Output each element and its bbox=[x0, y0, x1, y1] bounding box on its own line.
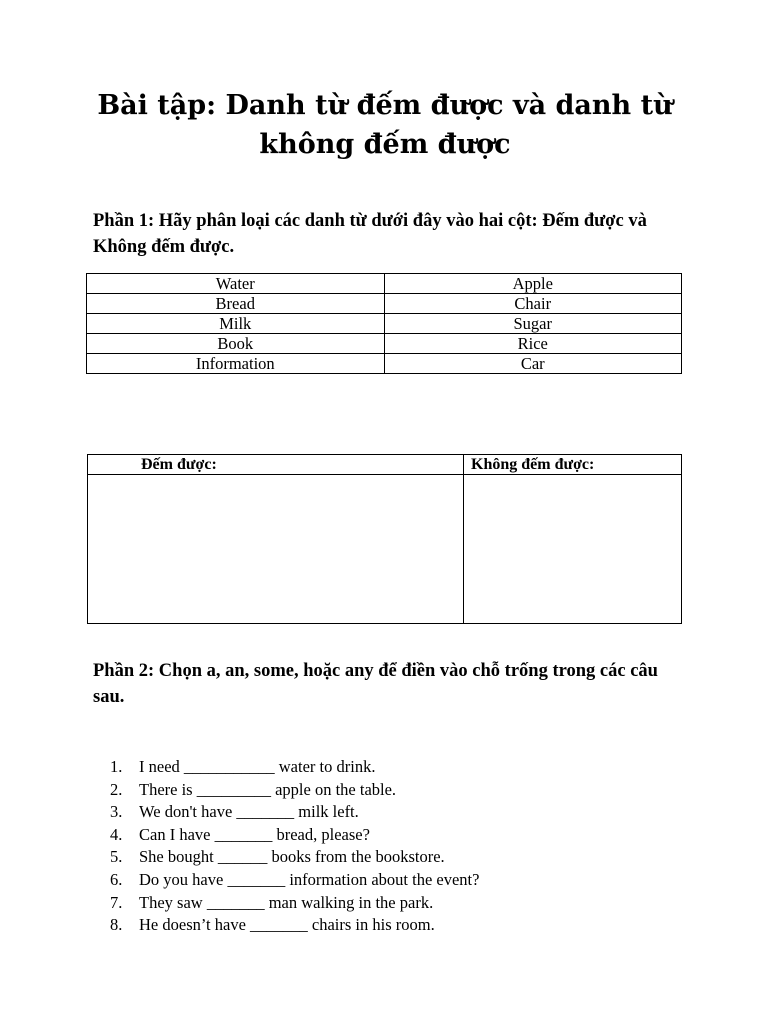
noun-cell: Information bbox=[87, 354, 385, 374]
item-number: 8. bbox=[110, 915, 123, 935]
item-number: 1. bbox=[110, 757, 123, 776]
item-text: There is _________ apple on the table. bbox=[139, 779, 397, 799]
item-text: I need ___________ water to drink. bbox=[139, 757, 376, 776]
list-item bbox=[110, 824, 479, 847]
item-number: 4. bbox=[110, 824, 123, 844]
noun-cell: Sugar bbox=[384, 314, 682, 334]
item-text: He doesn’t have _______ chairs in his room. bbox=[139, 915, 435, 935]
item-text: Can I have _______ bread, please? bbox=[139, 824, 370, 844]
table-row bbox=[87, 334, 682, 354]
uncountable-header: Không đếm được: bbox=[464, 455, 682, 475]
table-header-row bbox=[88, 455, 682, 475]
noun-cell: Bread bbox=[87, 294, 385, 314]
noun-cell: Chair bbox=[384, 294, 682, 314]
noun-table bbox=[86, 273, 682, 374]
table-row bbox=[87, 314, 682, 334]
table-row bbox=[87, 354, 682, 374]
noun-cell: Water bbox=[87, 274, 385, 294]
noun-cell: Milk bbox=[87, 314, 385, 334]
list-item bbox=[110, 846, 479, 869]
item-text: We don't have _______ milk left. bbox=[139, 802, 359, 822]
sort-table bbox=[87, 454, 682, 624]
item-text: Do you have _______ information about the event? bbox=[139, 869, 480, 889]
item-text: She bought ______ books from the bookstore. bbox=[139, 847, 445, 867]
table-row bbox=[88, 475, 682, 624]
countable-header: Đếm được: bbox=[88, 455, 464, 475]
list-item bbox=[110, 756, 479, 779]
countable-answer-cell[interactable] bbox=[88, 475, 464, 624]
exercise-list bbox=[110, 756, 479, 937]
list-item bbox=[110, 869, 479, 892]
item-number: 3. bbox=[110, 802, 123, 822]
item-text: They saw _______ man walking in the park. bbox=[139, 892, 434, 912]
uncountable-answer-cell[interactable] bbox=[464, 475, 682, 624]
page-title: Bài tập: Danh từ đếm được và danh từ không đếm được bbox=[97, 90, 673, 160]
noun-cell: Book bbox=[87, 334, 385, 354]
list-item bbox=[110, 892, 479, 915]
item-number: 2. bbox=[110, 779, 123, 799]
noun-cell: Car bbox=[384, 354, 682, 374]
list-item bbox=[110, 801, 479, 824]
part2-heading: Phần 2: Chọn a, an, some, hoặc any để điền vào chỗ trống trong các câu sau. bbox=[93, 661, 658, 707]
table-row bbox=[87, 274, 682, 294]
item-number: 5. bbox=[110, 847, 123, 867]
list-item bbox=[110, 914, 479, 937]
item-number: 6. bbox=[110, 869, 123, 889]
list-item bbox=[110, 779, 479, 802]
table-row bbox=[87, 294, 682, 314]
noun-cell: Rice bbox=[384, 334, 682, 354]
noun-cell: Apple bbox=[384, 274, 682, 294]
item-number: 7. bbox=[110, 892, 123, 912]
part1-heading: Phần 1: Hãy phân loại các danh từ dưới đây vào hai cột: Đếm được và Không đếm được. bbox=[93, 211, 647, 257]
